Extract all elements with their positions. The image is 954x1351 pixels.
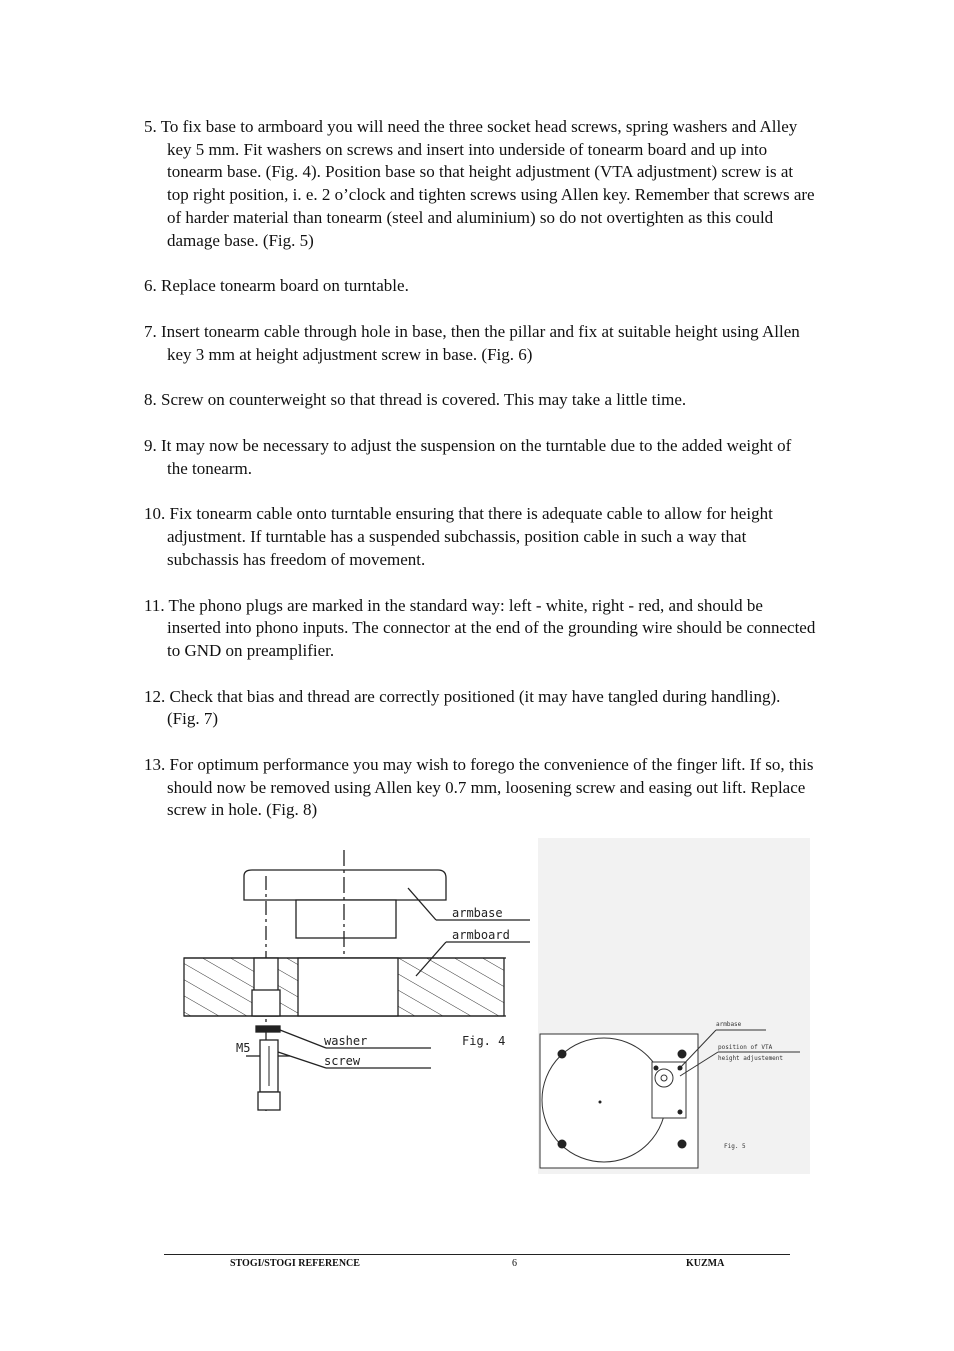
footer-page-number: 6 — [512, 1258, 517, 1269]
step-7: 7. Insert tonearm cable through hole in base, then the pillar and fix at suitable height using Allen key 3 mm at height adjustment screw in base. (Fig. 6) — [144, 321, 800, 364]
fig4-label-screw: screw — [324, 1054, 361, 1068]
screw-head — [258, 1092, 280, 1110]
fig4-label-m5: M5 — [236, 1041, 251, 1055]
step-9: 9. It may now be necessary to adjust the suspension on the turntable due to the added weight of the tonearm. — [144, 436, 792, 478]
fig5-label-vta-1: position of VTA — [718, 1044, 773, 1051]
armbase-stem — [296, 900, 396, 938]
fig4-label-armboard: armboard — [452, 928, 510, 942]
step-12: 12. Check that bias and thread are correctly positioned (it may have tangled during handling). (Fig. 7) — [144, 686, 781, 729]
fig5-armboard-top-view — [538, 838, 810, 1174]
fig5-top-view-panel — [538, 838, 810, 1174]
step-8: 8. Screw on counterweight so that thread is covered. This may take a little time. — [144, 390, 687, 410]
figures-area — [146, 838, 810, 1174]
fig5-caption: Fig. 5 — [724, 1143, 746, 1150]
step-6: 6. Replace tonearm board on turntable. — [144, 276, 409, 296]
step-5: 5. To fix base to armboard you will need the three socket head screws, spring washers and Alley key 5 mm. Fit washers on screws and insert into underside of tonearm board and up into tonearm base. (Fig. 4). Position base so that height adjustment (VTA adjustment) screw is at top right position, i. e. 2 o’clock and tighten screws using Allen key. Remember that screws are of harder material than tonearm (steel and aluminium) so do not overtighten as this could damage base. (Fig. 5) — [144, 117, 815, 250]
footer-product-name: STOGI/STOGI REFERENCE — [230, 1258, 360, 1269]
fig5-label-armbase: armbase — [716, 1021, 742, 1028]
fig4-label-washer: washer — [324, 1034, 368, 1048]
fig4-label-armbase: armbase — [452, 906, 503, 920]
fig4-armbase-cross-section — [176, 846, 546, 1116]
instructions-list — [144, 116, 816, 845]
step-11: 11. The phono plugs are marked in the standard way: left - white, right - red, and should be inserted into phono inputs. The connector at the end of the grounding wire should be connected to GND on preamplifier. — [144, 595, 816, 660]
armbase-cap — [244, 870, 446, 900]
fig4-caption: Fig. 4 — [462, 1034, 506, 1048]
fig5-label-vta-2: height adjustement — [718, 1055, 784, 1062]
footer-brand: KUZMA — [686, 1258, 725, 1269]
footer-divider — [164, 1254, 790, 1255]
step-13: 13. For optimum performance you may wish to forego the convenience of the finger lift. If so, this should now be removed using Allen key 0.7 mm, loosening screw and easing out lift. Replace screw in hole. (Fig. 8) — [144, 755, 814, 820]
step-10: 10. Fix tonearm cable onto turntable ensuring that there is adequate cable to allow for height adjustment. If turntable has a suspended subchassis, position cable in such a way that subchassis has freedom of movement. — [144, 504, 773, 569]
washer — [256, 1026, 280, 1032]
